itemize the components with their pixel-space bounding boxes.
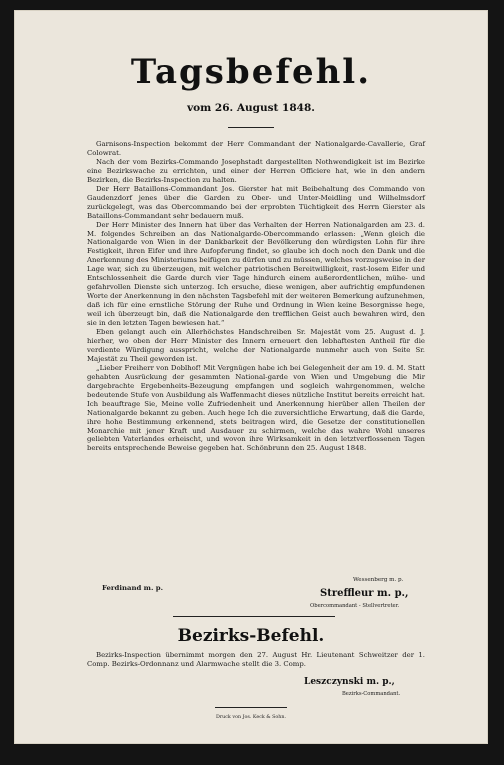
signature-ferdinand: Ferdinand m. p. <box>102 584 163 592</box>
footer-divider <box>215 707 287 708</box>
district-order-body <box>87 651 425 669</box>
signature-streffleur: Streffleur m. p., <box>320 588 409 599</box>
order-body <box>87 140 425 453</box>
date-line: vom 26. August 1848. <box>187 102 315 114</box>
paragraph: Der Herr Minister des Innern hat über das Verhalten der Herren Nationalgarden am 23. d. M. folgendes Schreiben an das Nationalgarde-Obercommando erlassen: „Wenn gleich die Nationalgarde von Wien in der Dankbarkeit der Bevölkerung den würdigsten Lohn für ihre Festigkeit, ihren Eifer und ihre Aufopferung findet, so glaube ich doch noch den Dank und die Anerkennung des Ministeriums beifügen zu dürfen und zu müssen, welches vorzugsweise in der Lage war, sich zu überzeugen, mit welcher patriotischen Bereitwilligkeit, rast-losem Eifer und Entschlossenheit die Garde durch vier Tage hindurch einem außerordentlichen, mühe- und gefahrvollen Dienste sich unterzog. Ich ersuche, diese wenigen, aber aufrichtig empfundenen Worte der Anerkennung in den nächsten Tagsbefehl mit der weiteren Bemerkung aufzunehmen, daß ich für eine ernstliche Störung der Ruhe und Ordnung in Wien keine Besorgnisse hege, weil ich überzeugt bin, daß die Nationalgarde den trefflichen Geist auch bewahren wird, den sie in den letzten Tagen bewiesen hat.“ <box>87 220 425 328</box>
title-divider <box>228 127 274 128</box>
poster-sheet <box>14 10 488 744</box>
poster-title: Tagsbefehl. <box>130 52 372 92</box>
section-title: Bezirks-Befehl. <box>177 626 325 646</box>
signature-role: Obercommandant - Stellvertreter. <box>310 603 400 609</box>
paragraph: Garnisons-Inspection bekommt der Herr Commandant der Nationalgarde-Cavallerie, Graf Colowrat. <box>87 140 425 157</box>
signature-leszczynski: Leszczynski m. p., <box>304 677 395 687</box>
paragraph: Nach der vom Bezirks-Commando Josephstadt dargestellten Nothwendigkeit ist im Bezirke eine Bezirkswache zu errichten, und einer der Herren Officiere hat, wie in den andern Bezirken, die Bezirks-Inspection zu halten. <box>87 157 425 184</box>
paragraph: Bezirks-Inspection übernimmt morgen den 27. August Hr. Lieutenant Schweitzer der 1. Comp. Bezirks-Ordonnanz und Alarmwache stellt die 3. Comp. <box>87 651 425 668</box>
signature-wessenberg: Wessenberg m. p. <box>353 577 404 583</box>
paragraph: Der Herr Bataillons-Commandant Jos. Gierster hat mit Beibehaltung des Commando von Gaudenzdorf jenes über die Garden zu Ober- und Unter-Meidling und Wilhelmsdorf zurückgelegt, was das Obercommando bei der erprobten Tüchtigkeit des Herrn Gierster als Bataillons-Commandant sehr bedauern muß. <box>87 184 425 220</box>
section-divider <box>173 616 335 617</box>
signature-role: Bezirks-Commandant. <box>342 691 401 697</box>
printer-line: Druck von Jos. Keck & Sohn. <box>216 715 286 720</box>
paragraph: Eben gelangt auch ein Allerhöchstes Handschreiben Sr. Majestät vom 25. August d. J. hierher, wo oben der Herr Minister des Innern erneuert den lebhaftesten Antheil für die verdiente Würdigung ausspricht, welche der Nationalgarde nunmehr auch von Seite Sr. Majestät zu Theil geworden ist. <box>87 328 425 363</box>
paragraph: „Lieber Freiherr von Doblhof! Mit Vergnügen habe ich bei Gelegenheit der am 19. d. M. Statt gehabten Ausrückung der gesammten National-garde von Wien und Umgebung die Mir dargebrachte Ergebenheits-Bezeugung empfangen und sogleich wahrgenommen, welche bedeutende Stufe von Ausbildung als Waffenmacht dieses nützliche Institut bereits erreicht hat. Ich beauftrage Sie, Meine volle Zufriedenheit und Anerkennung hierüber allen Theilen der Nationalgarde bekannt zu geben. Auch hege Ich die zuversichtliche Erwartung, daß die Garde, ihre hohe Bestimmung erkennend, stets beitragen wird, die Gesetze der constitutionellen Monarchie mit jener Kraft und Ausdauer zu schirmen, welche das wahre Wohl unseres geliebten Vaterlandes erheischt, und wovon ihre Wirksamkeit in den letztverflossenen Tagen bereits entsprechende Beweise gegeben hat. Schönbrunn den 25. August 1848. <box>87 363 425 453</box>
